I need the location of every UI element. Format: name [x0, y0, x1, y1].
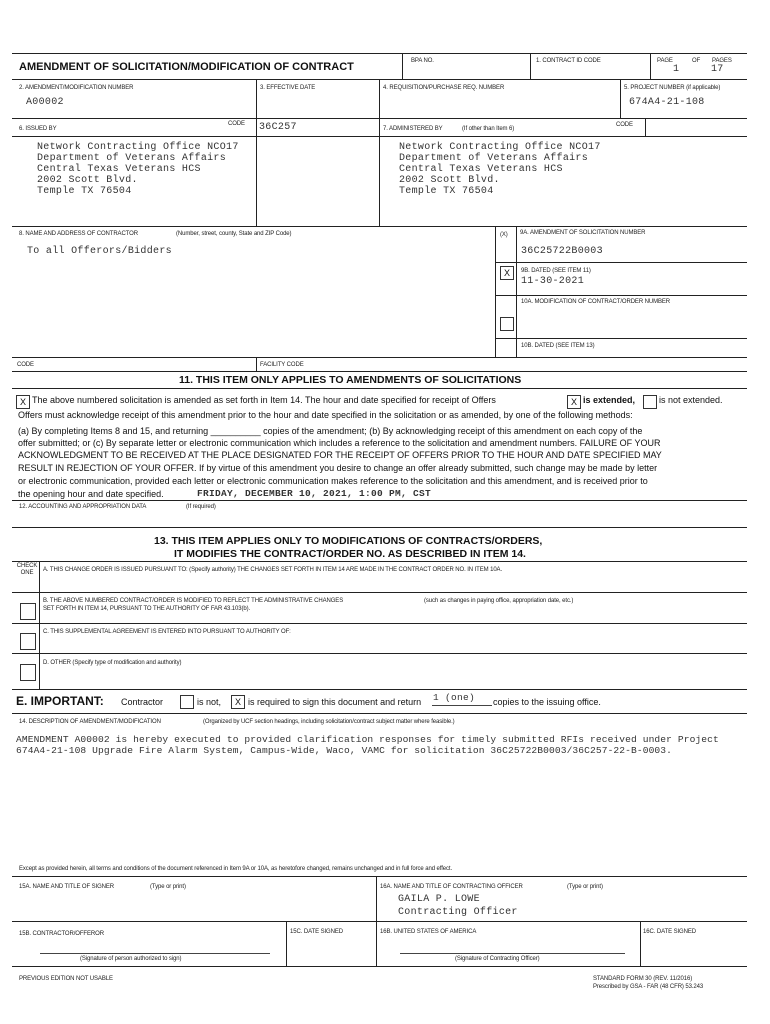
item11-para-2: offer submitted; or (c) By separate letter or electronic communication which includes a reference to the solicitation and amendment numbers. FAILURE OF YOUR: [18, 438, 661, 448]
date-16c-label: 16C. DATE SIGNED: [643, 929, 696, 935]
row-divider-important: [12, 689, 747, 690]
row-divider-except: [12, 876, 747, 877]
signer-note: (Type or print): [150, 884, 186, 890]
item13-d: D. OTHER (Specify type of modification and authority): [43, 660, 182, 666]
contractor-label: 8. NAME AND ADDRESS OF CONTRACTOR: [19, 231, 138, 237]
item13-title-1: 13. THIS ITEM APPLIES ONLY TO MODIFICATIONS OF CONTRACTS/ORDERS,: [154, 535, 543, 547]
contractor-value: To all Offerors/Bidders: [27, 246, 172, 257]
dated-9b-label: 9B. DATED (SEE ITEM 11): [521, 268, 591, 274]
important-label: E. IMPORTANT:: [16, 694, 104, 708]
item14-text-1: AMENDMENT A00002 is hereby executed to provided clarification responses for timely submitted RFIs received under Project: [16, 734, 719, 745]
item11-para-5: or electronic communication, provided each letter or electronic communication makes reference to the solicitation and this amendment, and is received prior to: [18, 476, 648, 486]
row-divider-13a: [12, 561, 747, 562]
col-divider-effective: [256, 79, 257, 226]
administered-by-label: 7. ADMINISTERED BY: [383, 126, 443, 132]
officer-note: (Type or print): [567, 884, 603, 890]
important-copies-suffix: copies to the issuing office.: [493, 697, 601, 707]
code-label: CODE: [228, 121, 245, 127]
modification-label: 10A. MODIFICATION OF CONTRACT/ORDER NUMBER: [521, 299, 671, 305]
item11-para-1: (a) By completing Items 8 and 15, and returning __________ copies of the amendment; (b) By acknowledging receipt of this amendment on each copy of the: [18, 426, 643, 436]
item14-text-2: 674A4-21-108 Upgrade Fire Alarm System, Campus-Wide, Waco, VAMC for solicitation 36C25722B0003/36C257-22-B-0003.: [16, 745, 673, 756]
pages-value: 17: [711, 64, 724, 75]
row-divider-13b: [12, 592, 747, 593]
pages-label: PAGES: [712, 58, 732, 64]
row-divider-15a: [12, 921, 747, 922]
issued-by-address: Network Contracting Office NCO17 Department of Veterans Affairs Central Texas Veterans HCS 2002 Scott Blvd. Temple TX 76504: [37, 142, 239, 197]
effective-date-label: 3. EFFECTIVE DATE: [260, 85, 316, 91]
copies-underline: [432, 705, 492, 706]
item13-b-line1: B. THE ABOVE NUMBERED CONTRACT/ORDER IS MODIFIED TO REFLECT THE ADMINISTRATIVE CHANGES: [43, 598, 344, 604]
item14-note: (Organized by UCF section headings, including solicitation/contract subject matter where feasible.): [203, 719, 455, 725]
col-divider-15c: [286, 921, 287, 966]
item13-title-2: IT MODIFIES THE CONTRACT/ORDER NO. AS DESCRIBED IN ITEM 14.: [174, 548, 526, 560]
officer-signature-line[interactable]: [400, 953, 625, 954]
col-divider-facility: [256, 357, 257, 371]
item11-para-0: Offers must acknowledge receipt of this amendment prior to the hour and date specified in the solicitation or as amended, by one of the following methods:: [18, 410, 633, 420]
item13-b-checkbox[interactable]: [20, 603, 36, 620]
contractor-code-label: CODE: [17, 362, 34, 368]
except-text: Except as provided herein, all terms and conditions of the document referenced in Item 9A or 10A, as heretofore changed, remains unchanged and in full force and effect.: [19, 866, 453, 872]
footer-standard-form: STANDARD FORM 30 (REV. 11/2016): [593, 976, 693, 982]
amendment-sol-label: 9A. AMENDMENT OF SOLICITATION NUMBER: [520, 230, 646, 236]
not-required-checkbox[interactable]: [180, 695, 194, 709]
row-divider-13c: [12, 623, 747, 624]
item13-c: C. THIS SUPPLEMENTAL AGREEMENT IS ENTERED INTO PURSUANT TO AUTHORITY OF:: [43, 629, 291, 635]
row-divider-10b: [495, 338, 747, 339]
important-contractor: Contractor: [121, 697, 164, 707]
dated-10b-label: 10B. DATED (SEE ITEM 13): [521, 343, 595, 349]
amendment-number-value: A00002: [26, 97, 64, 108]
row-divider-10a: [495, 295, 747, 296]
issued-code-value: 36C257: [259, 122, 297, 133]
copies-value: 1 (one): [433, 692, 476, 703]
col-divider-contract-id: [530, 53, 531, 79]
item11-para-3: ACKNOWLEDGMENT TO BE RECEIVED AT THE PLACE DESIGNATED FOR THE RECEIPT OF OFFERS PRIOR TO THE HOUR AND DATE SPECIFIED MAY: [18, 450, 662, 460]
accounting-note: (If required): [186, 504, 216, 510]
date-15c-label: 15C. DATE SIGNED: [290, 929, 343, 935]
bpa-label: BPA NO.: [411, 58, 434, 64]
item13-b-line2: SET FORTH IN ITEM 14, PURSUANT TO THE AUTHORITY OF FAR 43.103(b).: [43, 606, 251, 612]
row-divider-8: [12, 226, 747, 227]
project-number-value: 674A4-21-108: [629, 97, 705, 108]
amendment-number-label: 2. AMENDMENT/MODIFICATION NUMBER: [19, 85, 134, 91]
signature-officer-caption: (Signature of Contracting Officer): [455, 956, 540, 962]
important-required: is required to sign this document and return: [248, 697, 422, 707]
page-label: PAGE: [657, 58, 673, 64]
row-divider-13d: [12, 653, 747, 654]
col-divider-code2: [645, 118, 646, 136]
item13-d-checkbox[interactable]: [20, 664, 36, 681]
issued-by-label: 6. ISSUED BY: [19, 126, 57, 132]
administered-note: (If other than Item 6): [462, 126, 515, 132]
col-divider-16a: [376, 876, 377, 966]
required-checkbox[interactable]: X: [231, 695, 245, 709]
col-divider-x: [495, 226, 496, 357]
amended-checkbox[interactable]: X: [16, 395, 30, 409]
contractor-note: (Number, street, county, State and ZIP Code): [176, 231, 292, 237]
col-divider-page: [650, 53, 651, 79]
footer-prescribed: Prescribed by GSA - FAR (48 CFR) 53.243: [593, 984, 704, 990]
footer-previous-edition: PREVIOUS EDITION NOT USABLE: [19, 976, 113, 982]
officer-name: GAILA P. LOWE: [398, 894, 480, 905]
accounting-label: 12. ACCOUNTING AND APPROPRIATION DATA: [19, 504, 147, 510]
item11-para-6: the opening hour and date specified.: [18, 489, 164, 499]
officer-label: 16A. NAME AND TITLE OF CONTRACTING OFFICER: [380, 884, 523, 890]
form-title: AMENDMENT OF SOLICITATION/MODIFICATION OF CONTRACT: [19, 61, 354, 73]
usa-label: 16B. UNITED STATES OF AMERICA: [380, 929, 477, 935]
officer-title: Contracting Officer: [398, 907, 518, 918]
row-divider-15b: [12, 966, 747, 967]
due-date: FRIDAY, DECEMBER 10, 2021, 1:00 PM, CST: [197, 488, 432, 499]
not-extended-checkbox[interactable]: [643, 395, 657, 409]
form-top-border: [12, 53, 747, 54]
amended-text: The above numbered solicitation is amended as set forth in Item 14. The hour and date specified for receipt of Offers: [32, 395, 496, 405]
admin-code-label: CODE: [616, 122, 633, 128]
item13-b-note: (such as changes in paying office, appropriation date, etc.): [424, 598, 574, 604]
col-divider-bpa: [402, 53, 403, 79]
col-divider-project: [620, 79, 621, 118]
col-divider-9a: [516, 226, 517, 357]
signer-label: 15A. NAME AND TITLE OF SIGNER: [19, 884, 115, 890]
contractor-offeror-label: 15B. CONTRACTOR/OFFEROR: [19, 931, 104, 937]
of-label: OF: [692, 58, 701, 64]
contract-id-label: 1. CONTRACT ID CODE: [536, 58, 601, 64]
page-value: 1: [673, 64, 680, 75]
col-divider-check: [39, 561, 40, 689]
item11-title: 11. THIS ITEM ONLY APPLIES TO AMENDMENTS OF SOLICITATIONS: [179, 374, 522, 386]
facility-code-label: FACILITY CODE: [260, 362, 304, 368]
important-is-not: is not,: [197, 697, 222, 707]
amendment-sol-value: 36C25722B0003: [521, 246, 603, 257]
col-divider-16c: [640, 921, 641, 966]
item11-para-4: RESULT IN REJECTION OF YOUR OFFER. If by virtue of this amendment you desire to change an offer already submitted, such change may be made by letter: [18, 463, 658, 473]
administered-by-address: Network Contracting Office NCO17 Department of Veterans Affairs Central Texas Veterans HCS 2002 Scott Blvd. Temple TX 76504: [399, 142, 601, 197]
contractor-signature-line[interactable]: [40, 953, 270, 954]
row-divider-11: [12, 371, 747, 372]
requisition-label: 4. REQUISITION/PURCHASE REQ. NUMBER: [383, 85, 505, 91]
check-one-label: CHECK ONE: [16, 563, 38, 576]
project-number-label: 5. PROJECT NUMBER (if applicable): [624, 85, 721, 91]
item13-a: A. THIS CHANGE ORDER IS ISSUED PURSUANT TO: (Specify authority) THE CHANGES SET FORTH IN ITEM 14 ARE MADE IN THE CONTRACT ORDER NO. IN ITEM 10A.: [43, 567, 503, 573]
dated-9b-checkbox[interactable]: X: [500, 266, 514, 280]
extended-checkbox[interactable]: X: [567, 395, 581, 409]
not-extended-label: is not extended.: [659, 395, 723, 405]
row-divider-12: [12, 500, 747, 501]
row-divider-code: [12, 357, 747, 358]
row-divider-13: [12, 527, 747, 528]
signature-person-caption: (Signature of person authorized to sign): [80, 956, 182, 962]
row-divider-11-title: [12, 388, 747, 389]
row-divider-9b: [495, 262, 747, 263]
col-divider-req: [379, 79, 380, 226]
row-divider-14: [12, 713, 747, 714]
modification-checkbox[interactable]: [500, 317, 514, 331]
x-column-label: (X): [500, 232, 508, 238]
dated-9b-value: 11-30-2021: [521, 276, 585, 287]
item14-label: 14. DESCRIPTION OF AMENDMENT/MODIFICATION: [19, 719, 161, 725]
is-extended-label: is extended,: [583, 395, 636, 405]
item13-c-checkbox[interactable]: [20, 633, 36, 650]
